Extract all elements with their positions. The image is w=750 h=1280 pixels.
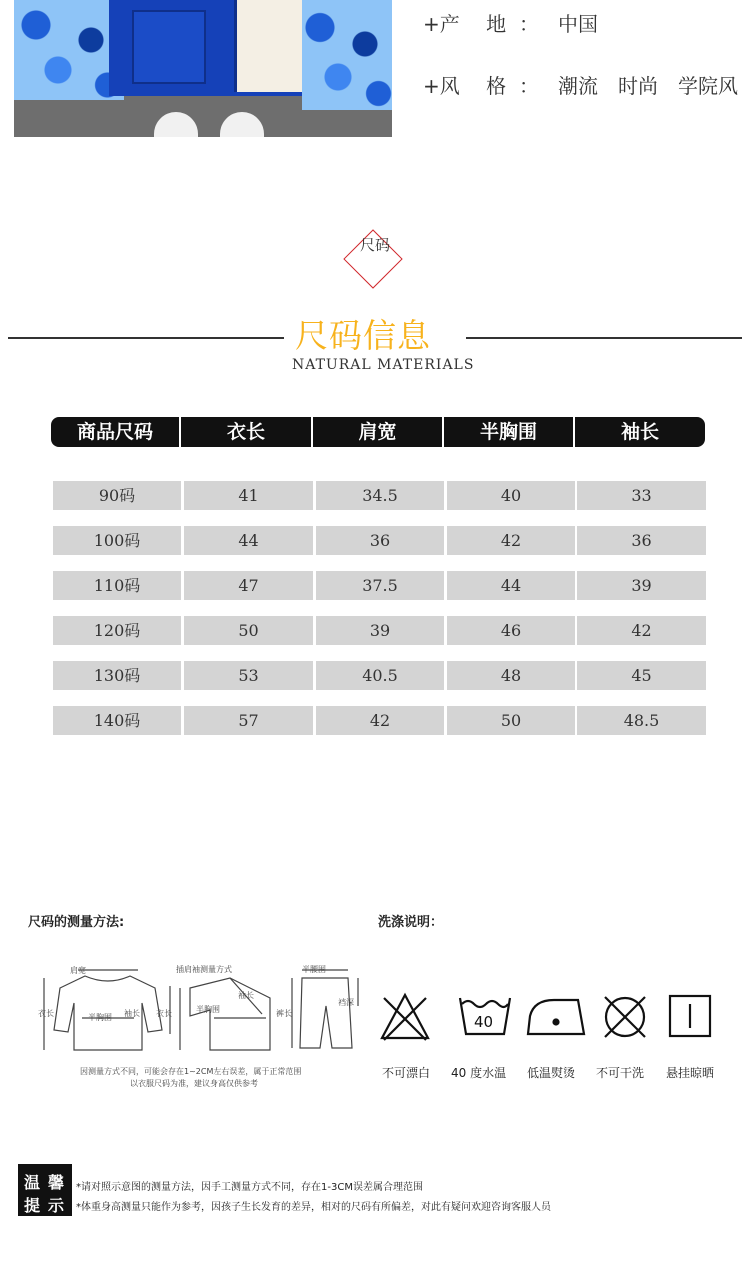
care-label-hang-dry: 悬挂晾晒: [666, 1066, 715, 1080]
hang-dry-icon: [670, 996, 710, 1036]
table-cell: 42: [316, 706, 444, 735]
table-cell: 50: [184, 616, 313, 645]
table-cell: 41: [184, 481, 313, 510]
table-cell: 57: [184, 706, 313, 735]
size-icon-text: 尺码: [359, 236, 390, 254]
table-cell: 47: [184, 571, 313, 600]
tips-note-1: *请对照示意图的测量方法，因手工测量方式不同，存在1-3CM误差属合理范围: [76, 1182, 423, 1193]
size-cell: 90码: [53, 481, 181, 510]
table-cell: 39: [577, 571, 706, 600]
label-shoulder: 肩宽: [70, 966, 86, 975]
tips-char: 提: [24, 1196, 41, 1215]
label-pants-length: 裤长: [276, 1009, 292, 1018]
table-cell: 46: [447, 616, 575, 645]
table-cell: 37.5: [316, 571, 444, 600]
measure-note-1: 因测量方式不同，可能会存在1~2CM左右误差，属于正常范围: [80, 1067, 302, 1076]
table-cell: 48: [447, 661, 575, 690]
spec-label: +产 地: [423, 12, 507, 36]
no-dry-clean-icon: [605, 997, 645, 1037]
label-half-waist: 半腰围: [302, 965, 326, 974]
th-shoulder: 肩宽: [358, 421, 397, 443]
table-cell: 42: [447, 526, 575, 555]
measure-title: 尺码的测量方法:: [28, 915, 125, 930]
tips-note-2: *体重身高测量只能作为参考，因孩子生长发育的差异，相对的尺码有所偏差，对此有疑问欢迎咨询客服人员: [76, 1202, 551, 1213]
table-cell: 53: [184, 661, 313, 690]
spec-label: +风 格: [423, 74, 507, 98]
measure-note-2: 以衣服尺码为准，建议身高仅供参考: [130, 1079, 258, 1088]
table-cell: 48.5: [577, 706, 706, 735]
table-cell: 42: [577, 616, 706, 645]
no-bleach-icon: [382, 995, 428, 1040]
table-cell: 36: [316, 526, 444, 555]
table-cell: 44: [184, 526, 313, 555]
tips-char: 温: [24, 1173, 41, 1192]
wash-40-icon: [460, 998, 510, 1034]
th-sleeve: 袖长: [620, 421, 659, 443]
spec-colon: ：: [519, 12, 539, 36]
wash-temp-text: 40: [474, 1013, 494, 1031]
table-cell: 39: [316, 616, 444, 645]
th-chest: 半胸围: [479, 421, 537, 443]
table-cell: 40.5: [316, 661, 444, 690]
label-length: 衣长: [38, 1009, 54, 1018]
th-length: 衣长: [226, 421, 265, 443]
table-cell: 33: [577, 481, 706, 510]
table-cell: 36: [577, 526, 706, 555]
label-length-mid: 衣长: [156, 1009, 172, 1018]
table-cell: 34.5: [316, 481, 444, 510]
label-chest-mid: 半胸围: [196, 1005, 220, 1014]
label-rise: 裆深: [338, 998, 354, 1007]
table-cell: 44: [447, 571, 575, 600]
low-iron-icon: [528, 1000, 584, 1034]
size-cell: 120码: [53, 616, 181, 645]
size-cell: 110码: [53, 571, 181, 600]
size-cell: 100码: [53, 526, 181, 555]
size-cell: 140码: [53, 706, 181, 735]
table-cell: 40: [447, 481, 575, 510]
tips-badge: [18, 1164, 72, 1216]
tips-char: 馨: [48, 1173, 65, 1192]
care-label-wash-40: 40 度水温: [451, 1066, 507, 1080]
label-chest: 半胸围: [88, 1013, 112, 1022]
spec-value: 中国: [558, 12, 598, 36]
spec-value: 潮流 时尚 学院风: [558, 74, 738, 98]
care-icons: [378, 990, 728, 1050]
table-cell: 45: [577, 661, 706, 690]
table-cell: 50: [447, 706, 575, 735]
size-section-title: 尺码信息: [295, 316, 431, 355]
size-cell: 130码: [53, 661, 181, 690]
size-section-subtitle: NATURAL MATERIALS: [292, 357, 475, 373]
care-label-no-dry-clean: 不可干洗: [596, 1066, 645, 1080]
label-sleeve-mid: 袖长: [238, 991, 254, 1000]
care-label-no-bleach: 不可漂白: [382, 1066, 431, 1080]
label-raglan: 插肩袖测量方式: [176, 965, 232, 974]
label-sleeve: 袖长: [124, 1009, 140, 1018]
spec-colon: ：: [519, 74, 539, 98]
care-title: 洗涤说明：: [378, 915, 444, 930]
care-label-low-iron: 低温熨烫: [527, 1066, 576, 1080]
tips-char: 示: [48, 1196, 65, 1215]
th-size: 商品尺码: [76, 421, 153, 443]
